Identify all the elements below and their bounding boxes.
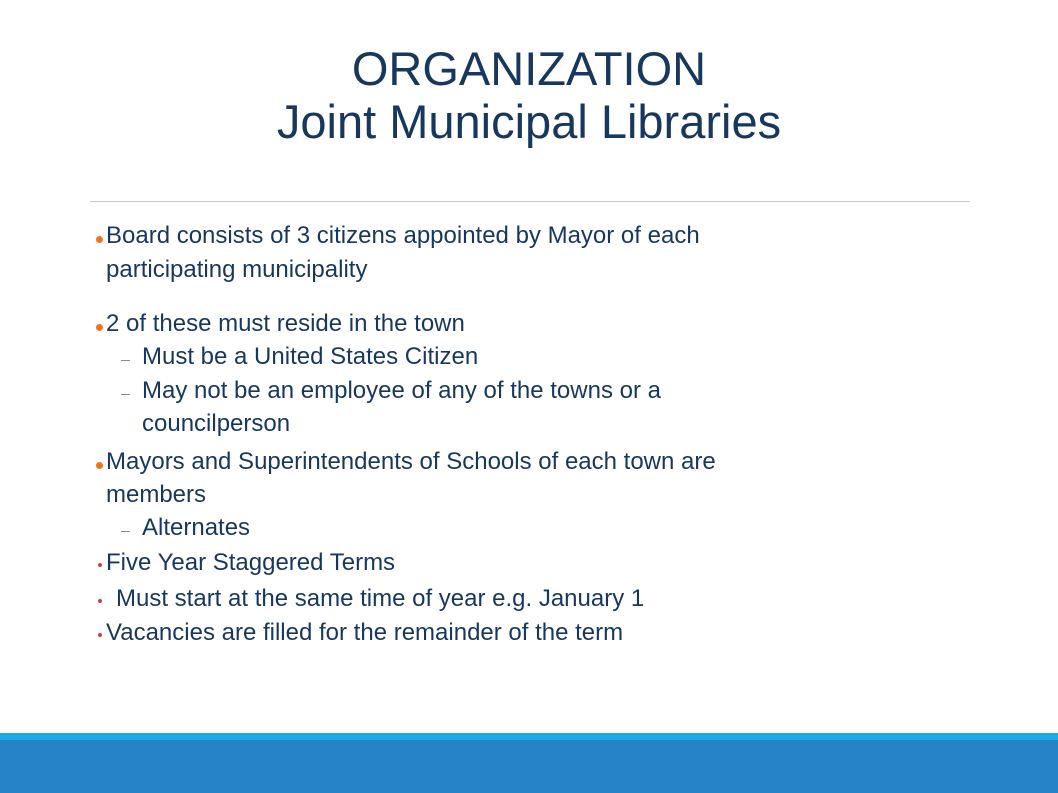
footer-accent-stripe [0, 733, 1058, 740]
sub-bullet-text: Alternates [142, 514, 251, 541]
bullet-text: Board consists of 3 citizens appointed by Mayor of each [106, 222, 700, 249]
bullet-continuation: members [106, 481, 207, 508]
sub-bullet-text: May not be an employee of any of the towns or a [142, 377, 661, 404]
bullet-text: Five Year Staggered Terms [106, 549, 396, 576]
sub-bullet-continuation: councilperson [142, 410, 291, 437]
red-bullet-icon [98, 633, 102, 637]
orange-bullet-icon [96, 462, 103, 469]
dash-bullet-icon [121, 394, 130, 395]
bullet-text: 2 of these must reside in the town [106, 310, 465, 337]
bullet-text: Mayors and Superintendents of Schools of each town are [106, 448, 716, 475]
dash-bullet-icon [121, 531, 130, 532]
footer-bar [0, 740, 1058, 793]
bullet-continuation: participating municipality [106, 256, 368, 283]
bullet-text: Must start at the same time of year e.g. January 1 [116, 585, 645, 612]
red-bullet-icon [98, 599, 102, 603]
red-bullet-icon [98, 563, 102, 567]
orange-bullet-icon [96, 236, 103, 243]
bullet-text: Vacancies are filled for the remainder of the term [106, 619, 624, 646]
orange-bullet-icon [96, 324, 103, 331]
title-line-joint-municipal-libraries: Joint Municipal Libraries [276, 95, 782, 148]
dash-bullet-icon [121, 360, 130, 361]
title-line-organization: ORGANIZATION [351, 42, 707, 95]
sub-bullet-text: Must be a United States Citizen [142, 343, 479, 370]
